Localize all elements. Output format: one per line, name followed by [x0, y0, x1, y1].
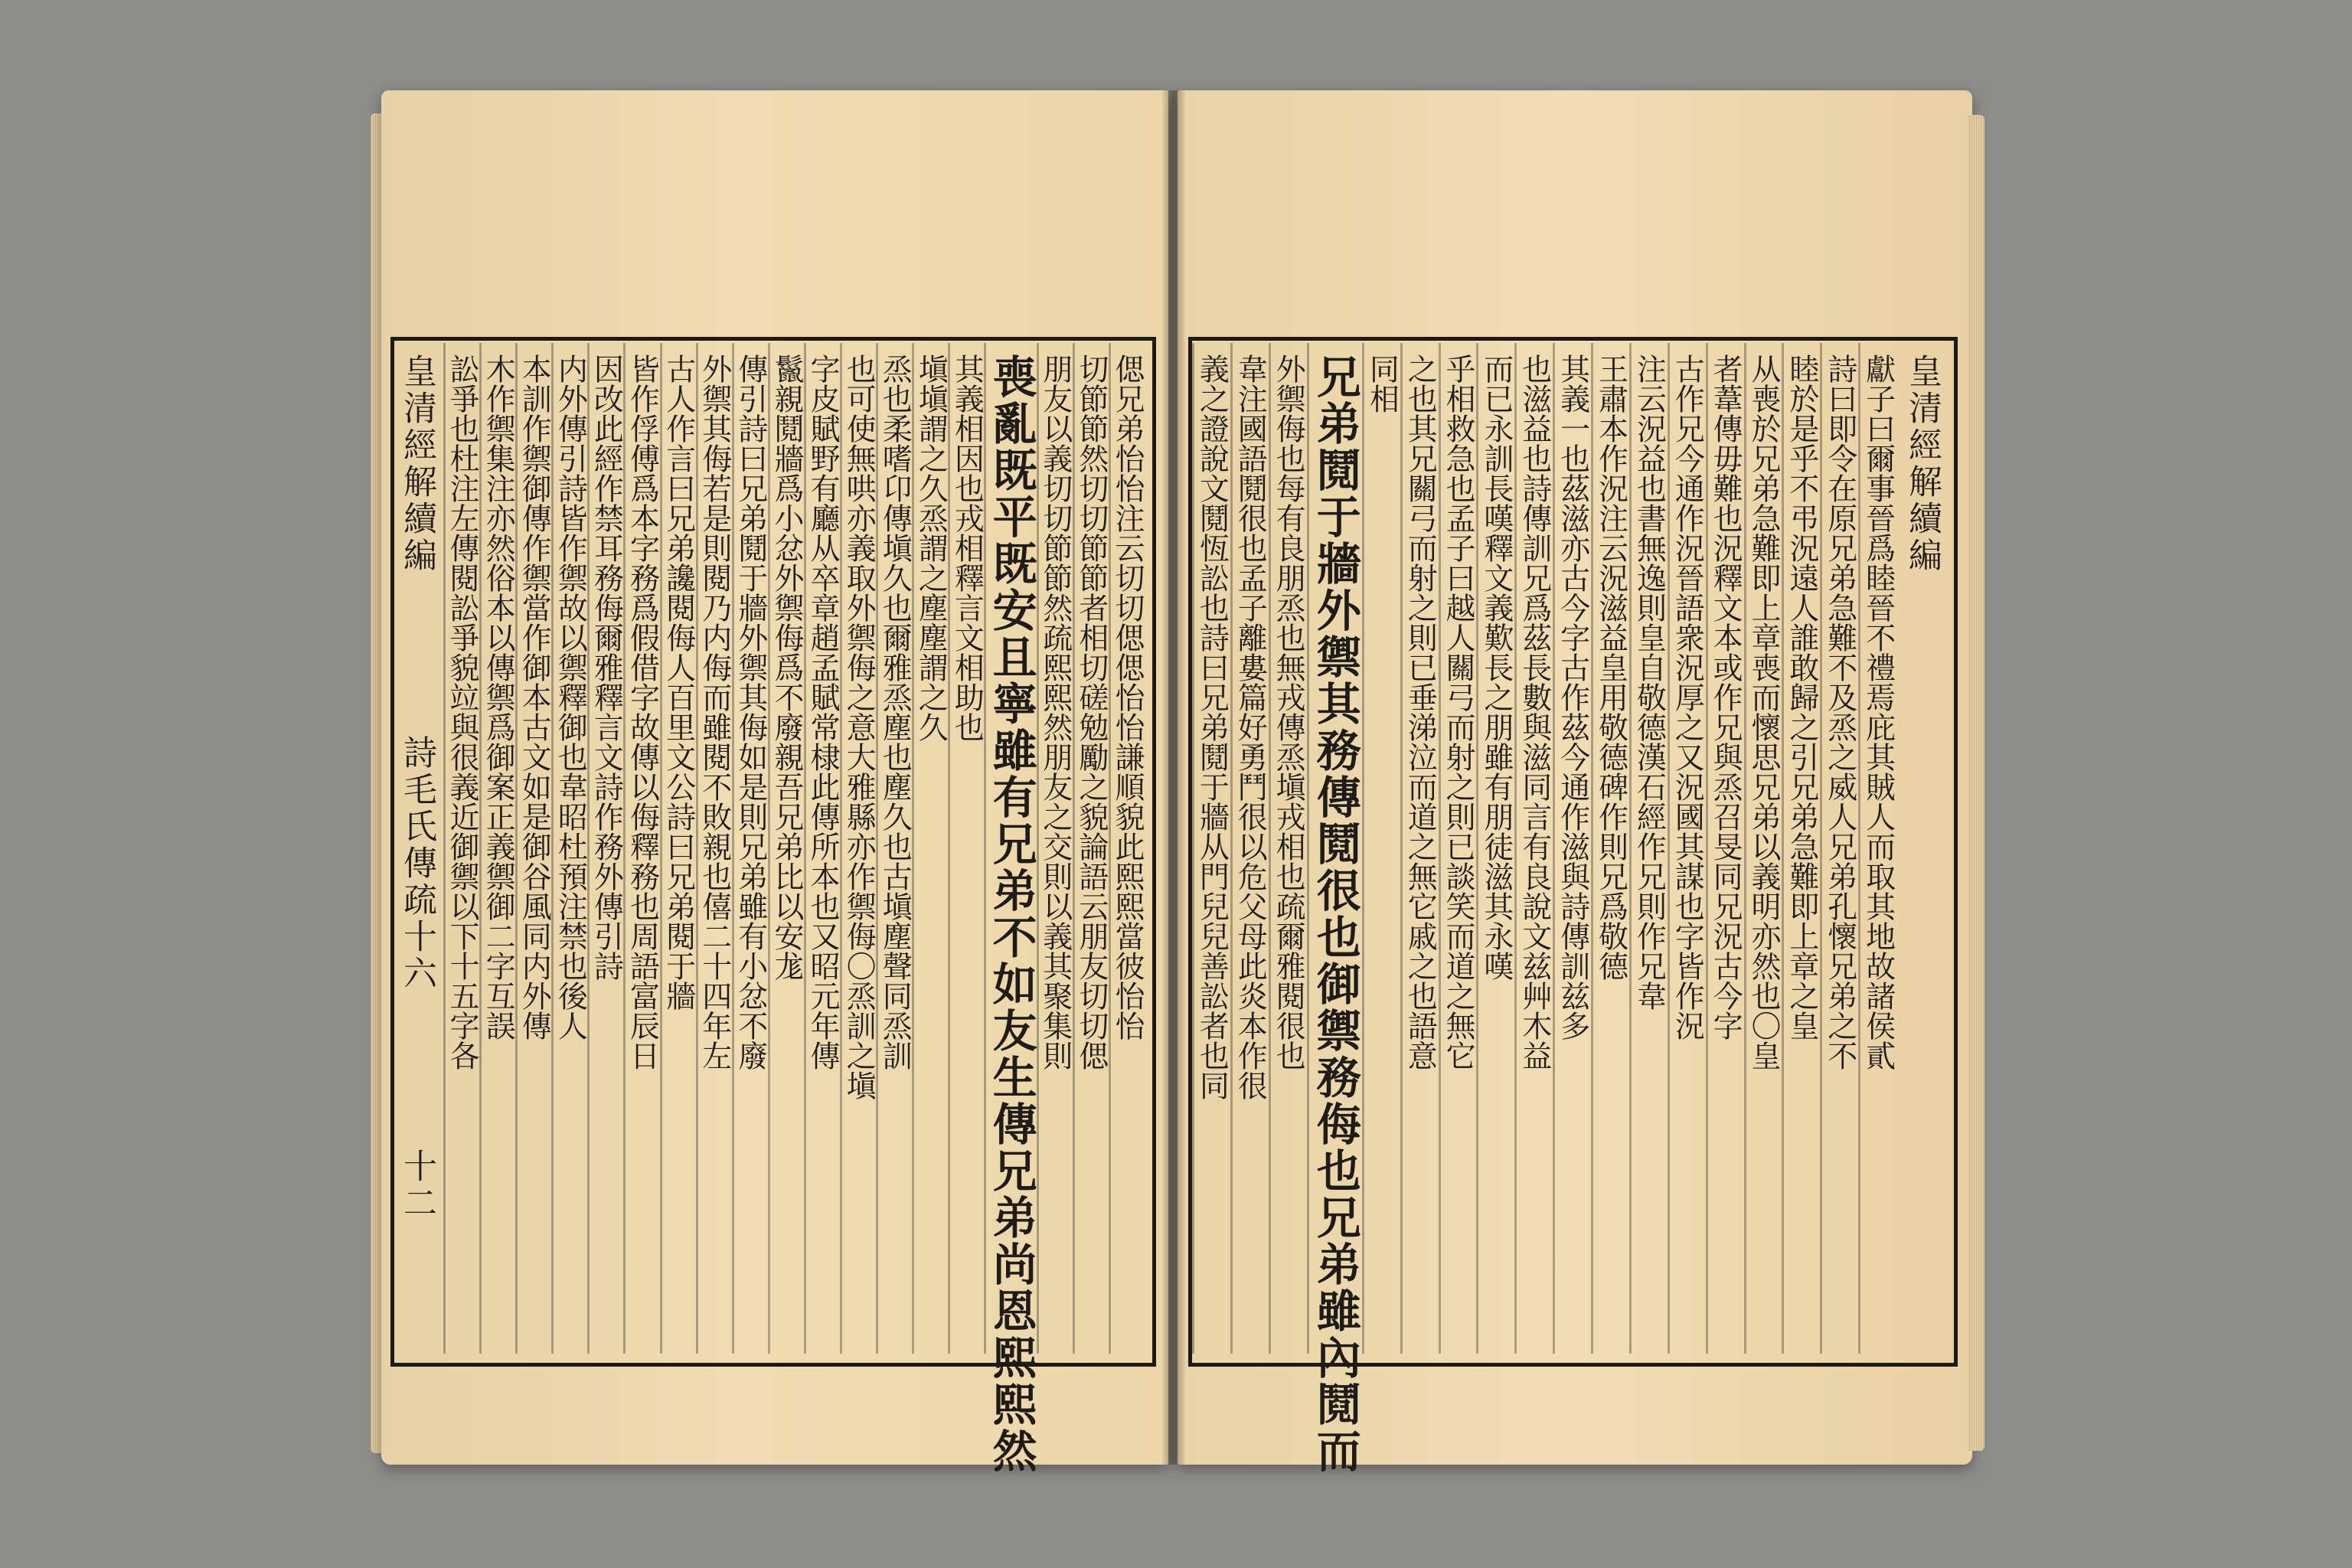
column-rule	[1439, 343, 1441, 1354]
text-column: 傳引詩曰兄弟鬩于牆外禦其侮如是則兄弟雖有小忿不廢	[733, 354, 768, 1070]
text-column: 内外傳引詩皆作禦故以禦釋御也韋昭杜預注禁也後人	[553, 354, 588, 1040]
column-rule	[1553, 343, 1555, 1354]
column-rule	[1858, 343, 1860, 1354]
text-column: 因改此經作禁耳務侮爾雅釋言文詩作務外傳引詩	[589, 354, 624, 981]
text-column: 注云況益也書無逸則皇自敬德漢石經作兄則作兄韋	[1632, 354, 1667, 1011]
column-rule	[1629, 343, 1632, 1354]
column-rule	[1400, 343, 1403, 1354]
column-rule	[443, 343, 446, 1354]
text-column: 其義相因也戎相釋言文相助也	[949, 354, 985, 742]
text-column: 詩曰即令在原兄弟急難不及烝之威人兄弟孔懷兄弟之不	[1822, 354, 1857, 1070]
right-margin-title: 皇清經解續編	[1903, 354, 1942, 574]
column-rule	[1073, 343, 1075, 1354]
text-column: 也滋益也詩傳訓兄爲茲長數與滋同言有良說文兹艸木益	[1517, 354, 1552, 1070]
right-page-edges	[1968, 115, 1984, 1451]
left-folio-number: 十二	[397, 1148, 436, 1222]
book-gutter	[1162, 90, 1185, 1465]
column-rule	[1706, 343, 1708, 1354]
text-column: 烝也柔嗜卬傳塡久也爾雅烝塵也塵久也古塡塵聲同烝訓	[877, 354, 913, 1070]
column-rule	[804, 343, 806, 1354]
column-rule	[1269, 343, 1271, 1354]
text-column: 其義一也茲滋亦古今字古作茲今通作滋與詩傳訓兹多	[1555, 354, 1590, 1040]
column-rule	[1514, 343, 1517, 1354]
text-column: 也可使無哄亦義取外禦侮之意大雅縣亦作禦侮〇烝訓之塡	[841, 354, 877, 1100]
column-rule	[479, 343, 482, 1354]
text-column: 喪亂既平既安且寧雖有兄弟不如友生傳兄弟尚恩熙熙然	[985, 354, 1037, 1475]
column-rule	[1820, 343, 1822, 1354]
text-column: 韋注國語鬩很也孟子離婁篇好勇鬥很以危父母此炎本作很	[1233, 354, 1268, 1100]
text-column: 乎相救急也孟子曰越人關弓而射之則已談笑而道之無它	[1441, 354, 1476, 1070]
column-rule	[1782, 343, 1784, 1354]
column-rule	[1362, 343, 1364, 1354]
text-column: 塡塡謂之久烝謂之塵塵謂之久	[913, 354, 949, 742]
text-column: 同相	[1364, 354, 1400, 413]
text-column: 而已永訓長嘆釋文義歎長之朋雖有朋徒滋其永嘆	[1478, 354, 1514, 981]
text-column: 睦於是乎不弔況遠人誰敢歸之引兄弟急難即上章之皇	[1784, 354, 1819, 1040]
text-column: 義之證說文鬩恆訟也詩曰兄弟鬩于牆从門兒兒善訟者也同	[1194, 354, 1230, 1100]
text-column: 王肅本作況注云況滋益皇用敬德碑作則兄爲敬德	[1593, 354, 1628, 981]
text-column: 之也其兄關弓而射之則已垂涕泣而道之無它戚之也語意	[1403, 354, 1438, 1070]
text-column: 本訓作禦御傳作禦當作御本古文如是御谷風同内外傳	[517, 354, 552, 1040]
column-rule	[732, 343, 734, 1354]
column-rule	[660, 343, 662, 1354]
column-rule	[912, 343, 914, 1354]
text-column: 兄弟鬩于牆外禦其務傳鬩很也御禦務侮也兄弟雖內鬩而	[1308, 354, 1361, 1475]
text-column: 从喪於兄弟急難即上章喪而懷思兄弟以義明亦然也〇皇	[1746, 354, 1781, 1070]
column-rule	[876, 343, 878, 1354]
column-rule	[1307, 343, 1309, 1354]
text-column: 訟爭也杜注左傳閱訟爭貌竝與很義近御禦以下十五字各	[445, 354, 480, 1070]
column-rule	[984, 343, 986, 1354]
text-column: 皆作俘傅爲本字務爲假借字故傳以侮釋務也周語富辰日	[625, 354, 660, 1070]
column-rule	[1109, 343, 1111, 1354]
text-column: 朋友以義切切節節然疏熙熙然朋友之交則以義其聚集則	[1037, 354, 1073, 1070]
column-rule	[1192, 343, 1194, 1354]
column-rule	[840, 343, 842, 1354]
column-rule	[587, 343, 590, 1354]
left-margin-title: 皇清經解續編	[397, 354, 436, 574]
text-column: 偲兄弟怡怡注云切切偲偲怡怡謙順貌此熙熙當彼怡怡	[1109, 354, 1145, 1040]
column-rule	[1744, 343, 1746, 1354]
text-column: 切節節然切切節節者相切磋勉勵之貌論語云朋友切切偲	[1073, 354, 1109, 1070]
text-column: 者葦傳毋難也況釋文本或作兄與烝召旻同兄況古今字	[1708, 354, 1743, 1040]
text-column: 外禦其侮若是則閱乃内侮而雖閱不敗親也僖二十四年左	[697, 354, 732, 1070]
column-rule	[1476, 343, 1478, 1354]
column-rule	[1591, 343, 1593, 1354]
column-rule	[768, 343, 770, 1354]
column-rule	[623, 343, 626, 1354]
column-rule	[948, 343, 950, 1354]
column-rule	[1230, 343, 1233, 1354]
text-column: 古人作言曰兄弟讒閱侮人百里文公詩曰兄弟閱于牆	[661, 354, 696, 1011]
text-column: 獻子曰爾事晉爲睦晉不禮焉庇其賊人而取其地故諸侯貳	[1860, 354, 1896, 1070]
text-column: 古作兄今通作況晉語衆況厚之又況國其謀也字皆作況	[1670, 354, 1705, 1040]
text-column: 木作禦集注亦然俗本以傳禦爲御案正義禦御二字互誤	[481, 354, 516, 1040]
column-rule	[515, 343, 518, 1354]
text-column: 鬣親鬩牆爲小忿外禦侮爲不廢親吾兄弟比以安尨	[769, 354, 804, 981]
left-volume-label: 詩毛氏傳疏十六	[397, 735, 436, 992]
column-rule	[551, 343, 554, 1354]
column-rule	[696, 343, 698, 1354]
text-column: 外禦侮也每有良朋烝也無戎傳烝塡戎相也疏爾雅閱很也	[1271, 354, 1306, 1070]
column-rule	[1668, 343, 1670, 1354]
text-column: 字皮賦野有廳从卒章趙孟賦常棣此傳所本也又昭元年傳	[805, 354, 840, 1070]
